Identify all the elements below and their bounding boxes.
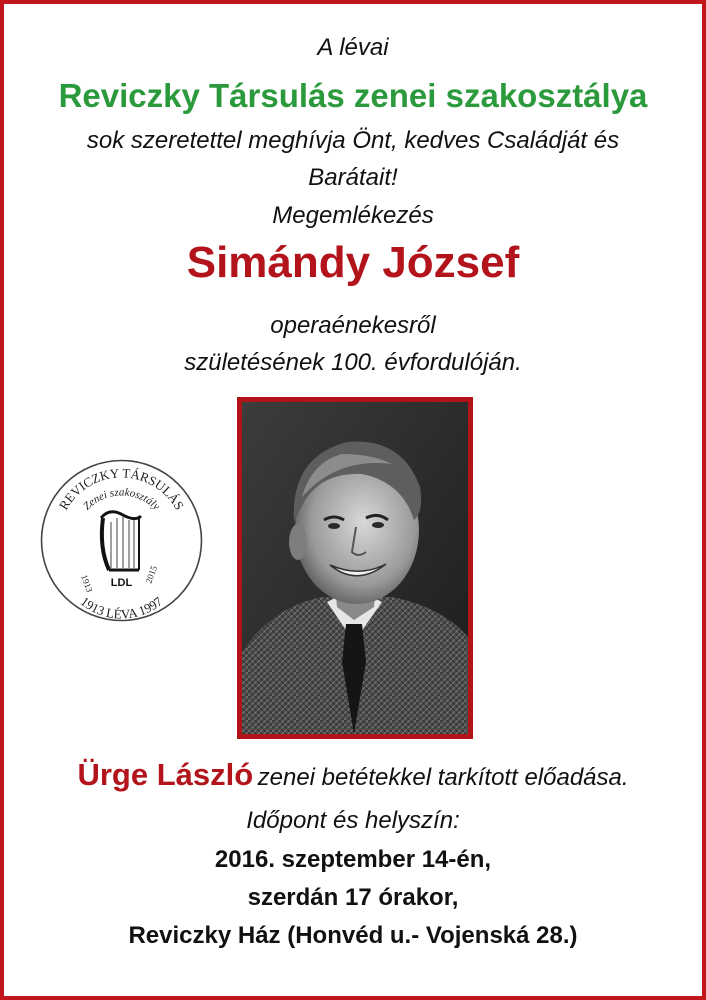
event-date: 2016. szeptember 14-én, xyxy=(214,846,492,873)
logo-arc-sub: Zenei szakosztály xyxy=(81,486,163,513)
organization-name: Reviczky Társulás zenei szakosztálya xyxy=(58,77,648,114)
honoree-occasion: születésének 100. évfordulóján. xyxy=(184,349,522,376)
speaker-description: zenei betétekkel tarkított előadása. xyxy=(257,764,629,791)
logo-year-right: 2015 xyxy=(143,564,160,585)
event-label: Időpont és helyszín: xyxy=(246,807,460,834)
speaker-line xyxy=(4,757,702,793)
logo-initials: LDL xyxy=(110,577,133,589)
honoree-name: Simándy József xyxy=(186,238,520,287)
speaker-name: Ürge László xyxy=(77,757,254,792)
intro-line: A lévai xyxy=(317,34,389,61)
society-logo xyxy=(39,458,204,623)
logo-outer-ring xyxy=(42,461,202,621)
event-place: Reviczky Ház (Honvéd u.- Vojenská 28.) xyxy=(128,922,578,949)
commemoration-label: Megemlékezés xyxy=(272,202,434,229)
logo-year-left: 1913 xyxy=(79,573,95,594)
logo-arc-top: REVICZKY TÁRSULÁS xyxy=(55,465,188,513)
portrait-photo xyxy=(237,397,473,739)
invitation-line-1: sok szeretettel meghívja Önt, kedves Családját és xyxy=(86,127,620,154)
honoree-role: operaénekesről xyxy=(270,312,436,339)
invitation-line-2: Barátait! xyxy=(308,164,398,191)
logo-arc-bottom: 1913 LÉVA 1997 xyxy=(77,593,166,622)
portrait-image xyxy=(242,402,468,734)
event-time: szerdán 17 órakor, xyxy=(247,884,459,911)
